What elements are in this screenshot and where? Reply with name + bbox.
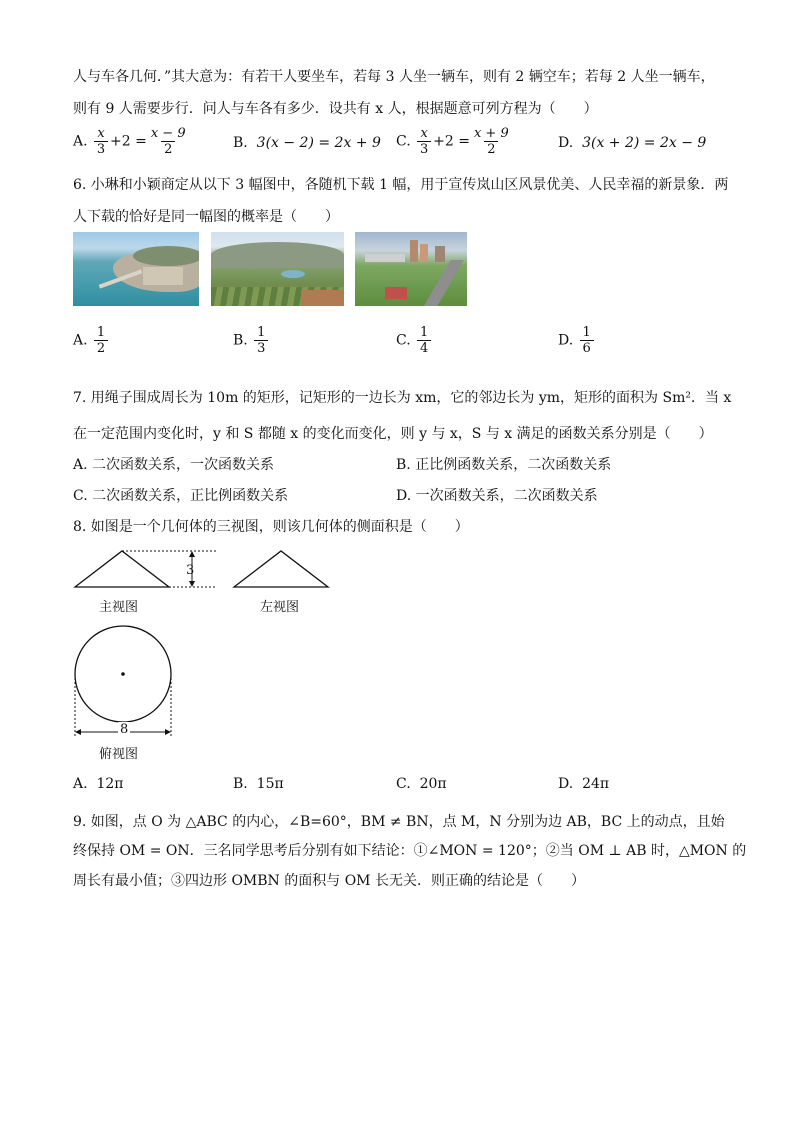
q7-option-d[interactable]: D. 一次函数关系，二次函数关系 [396,488,598,504]
q8-option-b[interactable]: B. 15π [233,776,284,792]
q6-option-c[interactable]: C. $\frac{1}{4}$ [396,326,433,355]
left-view-label: 左视图 [260,600,300,615]
q5-text-line1: 人与车各几何．”其大意为：有若干人要坐车，若每 3 人坐一辆车，则有 2 辆空车；若每 2 人坐一辆车， [73,69,715,85]
q5-option-b[interactable]: B. 3(x − 2) = 2x + 9 [233,135,381,151]
arrow-head-down-icon [189,581,195,587]
q6-option-b[interactable]: B. $\frac{1}{3}$ [233,326,270,355]
arrow-head-left-icon [75,729,81,735]
q9-text-line3: 周长有最小值；③四边形 OMBN 的面积与 OM 长无关．则正确的结论是（ ） [73,873,585,889]
photo-city-park [355,232,467,306]
q6-text-line2: 人下载的恰好是同一幅图的概率是（ ） [73,209,339,225]
front-view-label: 主视图 [99,600,139,615]
left-view-triangle [234,551,328,587]
photo-coastal-city [73,232,199,306]
top-view-label: 俯视图 [99,747,139,762]
q8-text-line1: 8. 如图是一个几何体的三视图，则该几何体的侧面积是（ ） [73,519,469,535]
q8-option-d[interactable]: D. 24π [558,776,610,792]
height-mark: 3 [186,563,195,578]
arrow-head-right-icon [165,729,171,735]
photo-green-hills [211,232,344,306]
q8-option-c[interactable]: C. 20π [396,776,447,792]
q5-option-d[interactable]: D. 3(x + 2) = 2x − 9 [558,135,707,151]
diameter-mark: 8 [120,722,129,737]
q6-option-a[interactable]: A. $\frac{1}{2}$ [73,326,110,355]
q9-text-line2: 终保持 OM = ON．三名同学思考后分别有如下结论：①∠MON = 120°；②当 OM ⊥ AB 时，△MON 的 [73,843,747,859]
arrow-head-up-icon [189,551,195,557]
q8-option-a[interactable]: A. 12π [73,776,124,792]
front-view-triangle [75,551,169,587]
q7-text-line2: 在一定范围内变化时，y 和 S 都随 x 的变化而变化，则 y 与 x，S 与 x 满足的函数关系分别是（ ） [73,426,713,442]
q9-text-line1: 9. 如图，点 O 为 △ABC 的内心，∠B=60°，BM ≠ BN，点 M，N 分别为边 AB，BC 上的动点，且始 [73,814,725,830]
q7-option-b[interactable]: B. 正比例函数关系，二次函数关系 [396,457,612,473]
q7-option-a[interactable]: A. 二次函数关系，一次函数关系 [73,457,275,473]
q5-option-c[interactable]: C. $\frac{x}{3}$ +2 = $\frac{x + 9}{2}$ [396,126,509,157]
q5-text-line2: 则有 9 人需要步行．问人与车各有多少．设共有 x 人，根据题意可列方程为（ ） [73,101,598,117]
circle-center-dot [121,672,125,676]
q7-option-c[interactable]: C. 二次函数关系，正比例函数关系 [73,488,289,504]
three-view-front-left [70,545,340,595]
q6-option-d[interactable]: D. $\frac{1}{6}$ [558,326,596,355]
q6-text-line1: 6. 小琳和小颖商定从以下 3 幅图中，各随机下载 1 幅，用于宣传岚山区风景优美、人民幸福的新景象．两 [73,177,729,193]
q7-text-line1: 7. 用绳子围成周长为 10m 的矩形，记矩形的一边长为 xm，它的邻边长为 ym，矩形的面积为 Sm²．当 x [73,390,732,406]
q5-option-a[interactable]: A. $\frac{x}{3}$ +2 = $\frac{x - 9}{2}$ [73,126,186,157]
